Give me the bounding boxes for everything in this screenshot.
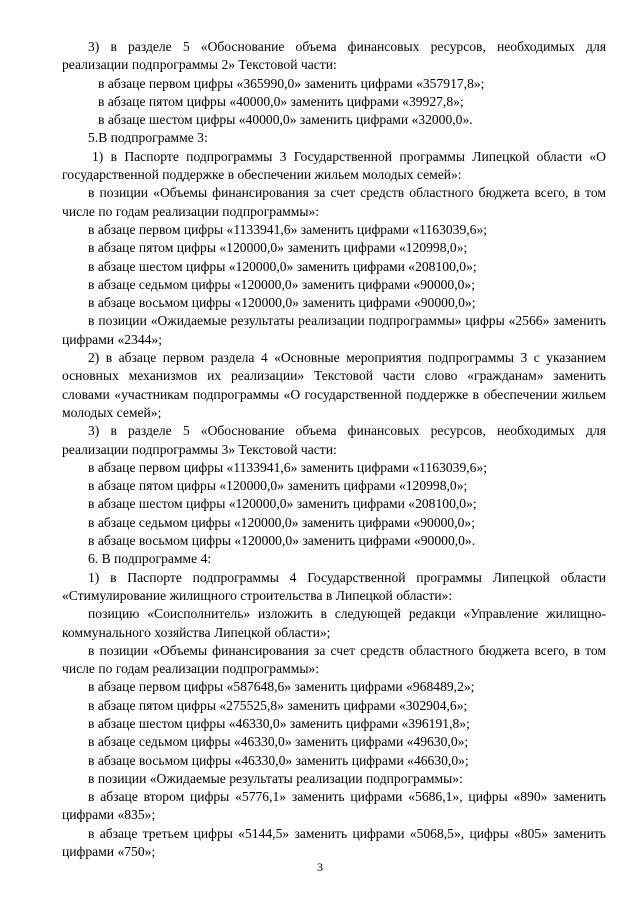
paragraph: в абзаце пятом цифры «40000,0» заменить цифрами «39927,8»; <box>98 93 464 109</box>
paragraph: в позиции «Объемы финансирования за счет средств областного бюджета всего, в том числе по годам реализации подпрограммы»: <box>62 642 606 677</box>
paragraph: в абзаце втором цифры «5776,1» заменить цифрами «5686,1», цифры «890» заменить цифрами «835»; <box>62 789 606 823</box>
paragraph: позицию «Соисполнитель» изложить в следующей редакци «Управление жилищно-коммунального хозяйства Липецкой области»; <box>62 606 606 640</box>
paragraph: в абзаце восьмом цифры «120000,0» заменить цифрами «90000,0». <box>88 533 476 549</box>
paragraph: 1) в Паспорте подпрограммы 4 Государственной программы Липецкой области «Стимулирование жилищного строительства в Липецкой области»: <box>62 569 606 603</box>
paragraph: в абзаце шестом цифры «120000,0» заменить цифрами «208100,0»; <box>88 258 477 274</box>
paragraph: в абзаце пятом цифры «120000,0» заменить цифрами «120998,0»; <box>88 478 468 494</box>
paragraph: 3) в разделе 5 «Обоснование объема финансовых ресурсов, необходимых для реализации подпрограммы 2» Текстовой части: <box>62 39 606 73</box>
paragraph: 3) в разделе 5 «Обоснование объема финансовых ресурсов, необходимых для реализации подпрограммы 3» Текстовой части: <box>62 423 606 457</box>
paragraph: в абзаце первом цифры «1133941,6» заменить цифрами «1163039,6»; <box>88 459 488 475</box>
paragraph: в абзаце первом цифры «1133941,6» заменить цифрами «1163039,6»; <box>88 221 488 237</box>
paragraph: в позиции «Ожидаемые результаты реализации подпрограммы» цифры «2566» заменить цифрами «2344»; <box>62 313 606 347</box>
page-number: 3 <box>317 860 323 874</box>
document-body <box>62 38 606 861</box>
paragraph: в абзаце седьмом цифры «120000,0» заменить цифрами «90000,0»; <box>88 514 475 530</box>
paragraph: в абзаце первом цифры «365990,0» заменить цифрами «357917,8»; <box>98 75 485 91</box>
paragraph: в абзаце восьмом цифры «120000,0» заменить цифрами «90000,0»; <box>88 295 476 311</box>
paragraph: 5.В подпрограмме 3: <box>88 130 208 146</box>
paragraph: в абзаце седьмом цифры «120000,0» заменить цифрами «90000,0»; <box>88 276 475 292</box>
paragraph: в абзаце шестом цифры «46330,0» заменить цифрами «396191,8»; <box>88 715 470 731</box>
paragraph: в абзаце первом цифры «587648,6» заменить цифрами «968489,2»; <box>88 679 475 695</box>
paragraph: в абзаце седьмом цифры «46330,0» заменить цифрами «49630,0»; <box>88 734 469 750</box>
paragraph: 1) в Паспорте подпрограммы 3 Государственной программы Липецкой области «О государственной поддержке в обеспечении жильем молодых семей»: <box>62 148 606 183</box>
paragraph: в абзаце шестом цифры «40000,0» заменить цифрами «32000,0». <box>98 112 473 128</box>
paragraph: 6. В подпрограмме 4: <box>88 551 212 567</box>
paragraph: в абзаце третьем цифры «5144,5» заменить цифрами «5068,5», цифры «805» заменить цифрами «750»; <box>62 825 606 860</box>
paragraph: в абзаце шестом цифры «120000,0» заменить цифрами «208100,0»; <box>88 496 477 512</box>
paragraph: в позиции «Объемы финансирования за счет средств областного бюджета всего, в том числе по годам реализации подпрограммы»: <box>62 185 606 219</box>
paragraph: в позиции «Ожидаемые результаты реализации подпрограммы»: <box>88 770 463 786</box>
paragraph: в абзаце пятом цифры «120000,0» заменить цифрами «120998,0»; <box>88 240 468 256</box>
paragraph: 2) в абзаце первом раздела 4 «Основные мероприятия подпрограммы 3 с указанием основных механизмов их реализации» Текстовой части слово «гражданам» заменить словами «участникам подпрограммы «О государственной поддержке в обеспечении жильем молодых семей»; <box>62 350 606 420</box>
paragraph: в абзаце пятом цифры «275525,8» заменить цифрами «302904,6»; <box>88 697 468 713</box>
paragraph: в абзаце восьмом цифры «46330,0» заменить цифрами «46630,0»; <box>88 752 469 768</box>
